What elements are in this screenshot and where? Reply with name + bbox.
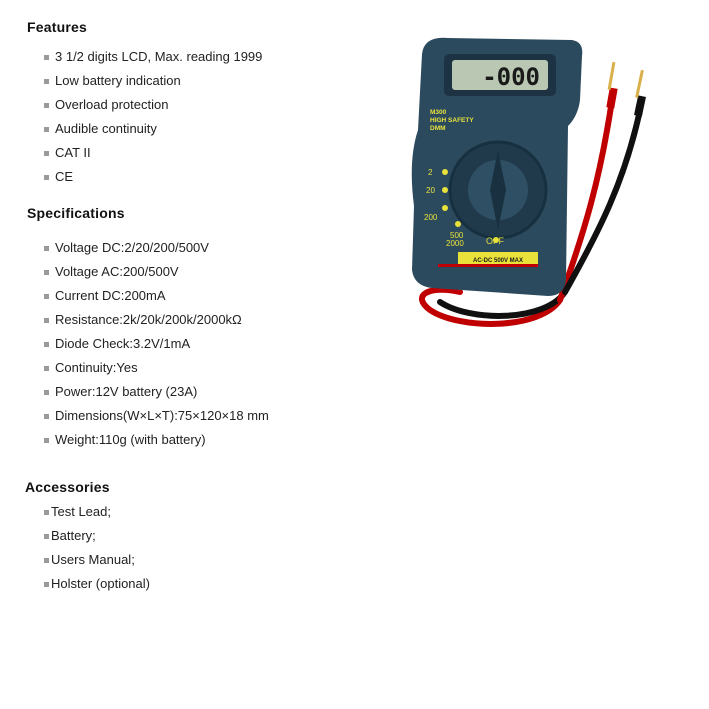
list-item: 3 1/2 digits LCD, Max. reading 1999 [44,45,262,69]
bullet-square-icon [44,534,49,539]
features-list [44,45,262,189]
list-item: Current DC:200mA [44,284,269,308]
list-item: Continuity:Yes [44,356,269,380]
multimeter-body [412,38,583,296]
list-item: Users Manual; [44,548,150,572]
bullet-square-icon [44,438,49,443]
model-type: DMM [430,125,446,132]
lcd-readout: -000 [482,63,540,91]
bullet-square-icon [44,127,49,132]
accessories-list [44,500,150,596]
bullet-square-icon [44,582,49,587]
bullet-square-icon [44,318,49,323]
bullet-square-icon [44,558,49,563]
accessories-heading: Accessories [25,479,110,495]
range-2000-label: 2000 [446,239,464,248]
list-item: CAT II [44,141,262,165]
bullet-square-icon [44,270,49,275]
bullet-square-icon [44,366,49,371]
specifications-heading: Specifications [27,205,125,221]
bullet-square-icon [44,414,49,419]
range-500-label: 500 [450,231,464,240]
bullet-square-icon [44,342,49,347]
multimeter-product-image [400,30,700,350]
bullet-square-icon [44,246,49,251]
list-item: Battery; [44,524,150,548]
bullet-square-icon [44,510,49,515]
list-item: Test Lead; [44,500,150,524]
list-item: Weight:110g (with battery) [44,428,269,452]
bullet-square-icon [44,175,49,180]
list-item: Voltage DC:2/20/200/500V [44,236,269,260]
range-2-label: 2 [428,168,433,177]
bullet-square-icon [44,151,49,156]
specifications-list [44,236,269,452]
warning-label: AC-DC 500V MAX [472,258,524,264]
list-item: Voltage AC:200/500V [44,260,269,284]
bullet-square-icon [44,103,49,108]
list-item: Diode Check:3.2V/1mA [44,332,269,356]
features-heading: Features [27,19,87,35]
range-20-label: 20 [426,186,435,195]
list-item: Audible continuity [44,117,262,141]
list-item: CE [44,165,262,189]
off-label: OFF [486,236,504,246]
list-item: Overload protection [44,93,262,117]
bullet-square-icon [44,79,49,84]
list-item: Dimensions(W×L×T):75×120×18 mm [44,404,269,428]
range-200-label: 200 [424,213,438,222]
list-item: Resistance:2k/20k/200k/2000kΩ [44,308,269,332]
model-subtitle: HIGH SAFETY [430,117,474,124]
bullet-square-icon [44,55,49,60]
model-label: M300 [430,109,447,116]
list-item: Power:12V battery (23A) [44,380,269,404]
bullet-square-icon [44,294,49,299]
list-item: Holster (optional) [44,572,150,596]
bullet-square-icon [44,390,49,395]
list-item: Low battery indication [44,69,262,93]
